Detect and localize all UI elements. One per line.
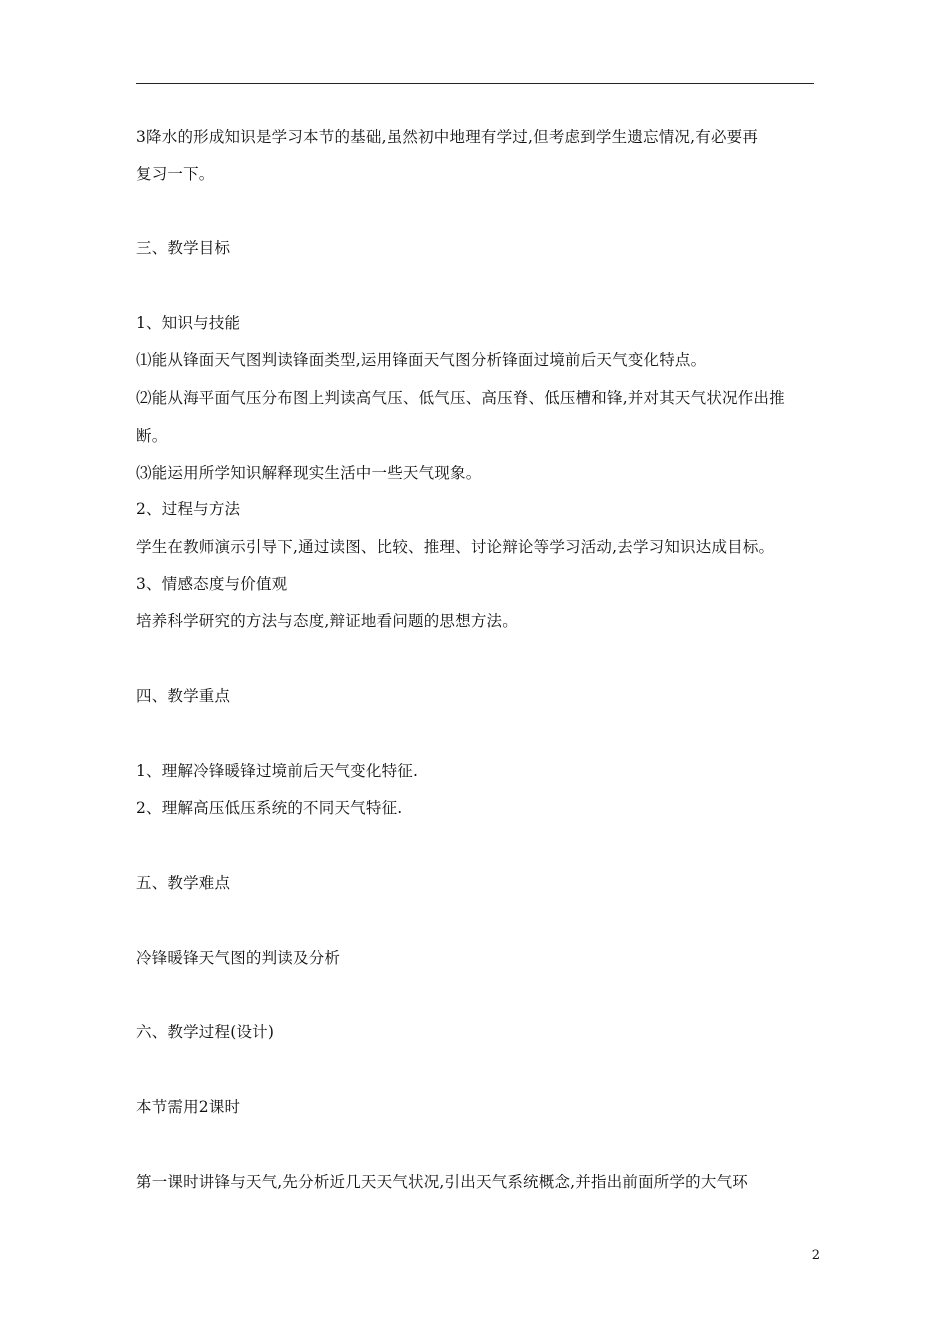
- body-text-line: 第一课时讲锋与天气,先分析近几天天气状况,引出天气系统概念,并指出前面所学的大气环: [136, 1173, 748, 1191]
- body-text-line: 培养科学研究的方法与态度,辩证地看问题的思想方法。: [136, 612, 518, 630]
- subsection-heading: 3、情感态度与价值观: [136, 575, 288, 593]
- body-text-line: 复习一下。: [136, 165, 215, 183]
- header-rule: [136, 83, 814, 84]
- body-text-line: 冷锋暖锋天气图的判读及分析: [136, 949, 341, 967]
- body-text-line: ⑵能从海平面气压分布图上判读高气压、低气压、高压脊、低压槽和锋,并对其天气状况作出推: [136, 389, 785, 407]
- body-text-line: 2、理解高压低压系统的不同天气特征.: [136, 799, 403, 817]
- section-heading: 三、教学目标: [136, 239, 231, 257]
- body-text-line: ⑶能运用所学知识解释现实生活中一些天气现象。: [136, 464, 482, 482]
- section-heading: 六、教学过程(设计): [136, 1023, 275, 1041]
- subsection-heading: 1、知识与技能: [136, 314, 241, 332]
- body-text-line: ⑴能从锋面天气图判读锋面类型,运用锋面天气图分析锋面过境前后天气变化特点。: [136, 351, 707, 369]
- body-text-line: 学生在教师演示引导下,通过读图、比较、推理、讨论辩论等学习活动,去学习知识达成目标。: [136, 538, 775, 556]
- subsection-heading: 2、过程与方法: [136, 500, 241, 518]
- section-heading: 五、教学难点: [136, 874, 231, 892]
- page-number: 2: [811, 1248, 820, 1263]
- body-text-line: 1、理解冷锋暖锋过境前后天气变化特征.: [136, 762, 419, 780]
- body-text-line: 3降水的形成知识是学习本节的基础,虽然初中地理有学过,但考虑到学生遗忘情况,有必要再: [136, 128, 759, 146]
- section-heading: 四、教学重点: [136, 687, 231, 705]
- body-text-line: 本节需用2课时: [136, 1098, 241, 1116]
- body-text-line: 断。: [136, 427, 168, 445]
